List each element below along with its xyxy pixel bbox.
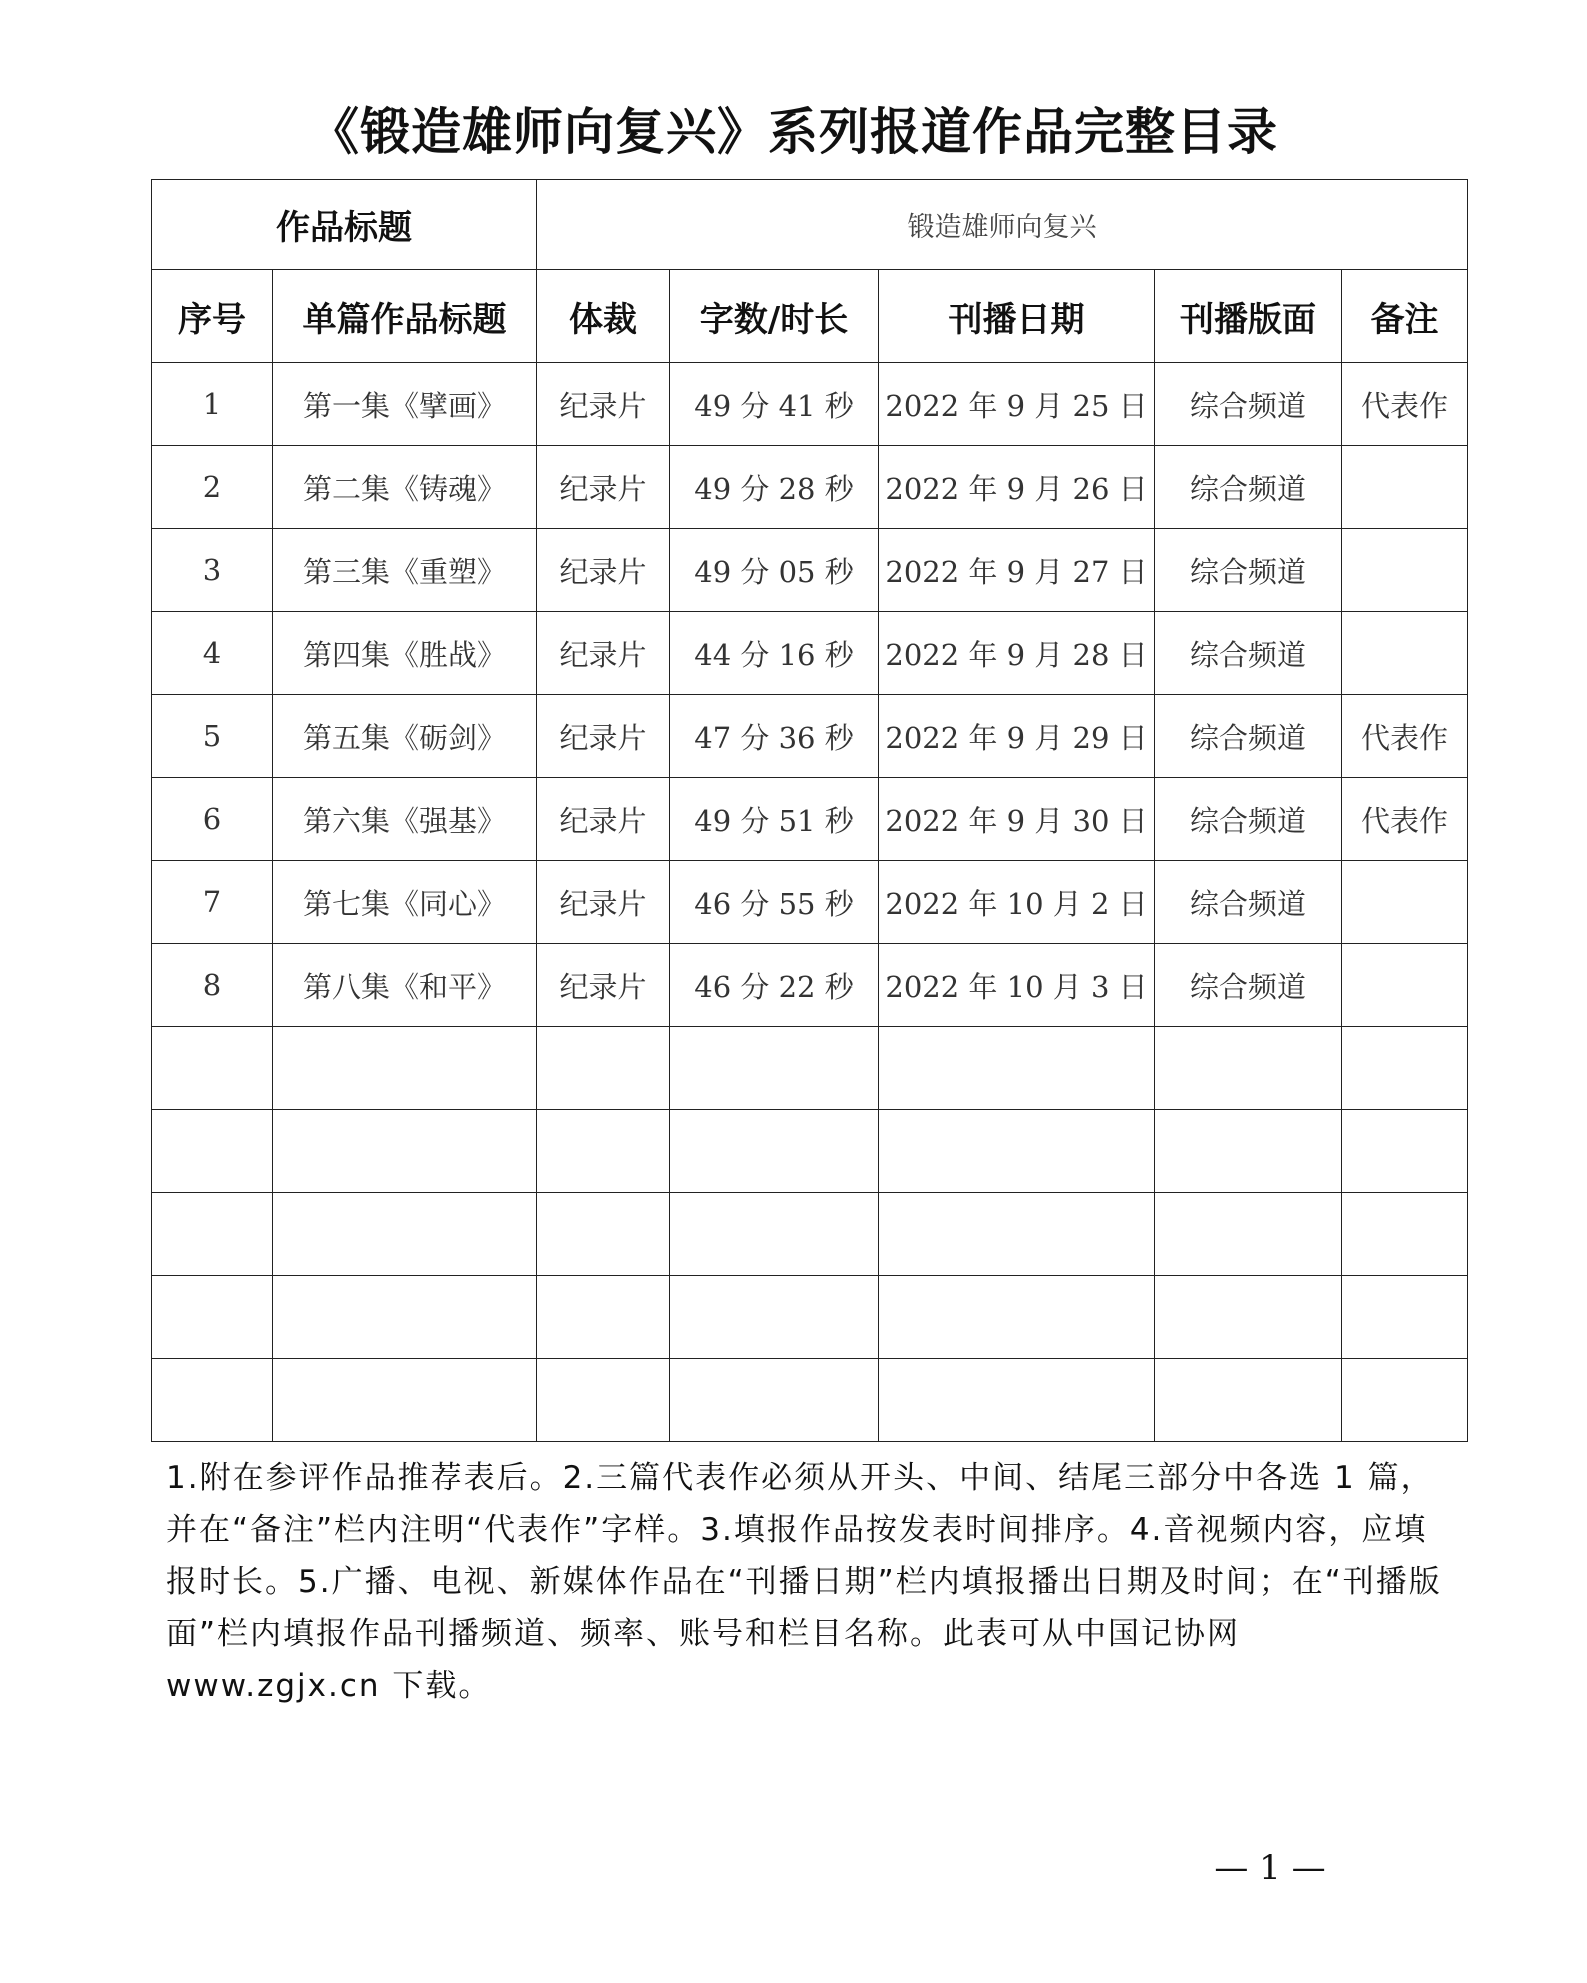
- cell-no: 3: [152, 529, 273, 612]
- empty-cell: [537, 1193, 670, 1276]
- empty-cell: [152, 1276, 273, 1359]
- cell-genre: 纪录片: [537, 695, 670, 778]
- empty-cell: [1342, 1110, 1468, 1193]
- empty-cell: [273, 1276, 537, 1359]
- cell-no: 5: [152, 695, 273, 778]
- cell-channel: 综合频道: [1155, 861, 1342, 944]
- empty-cell: [1155, 1359, 1342, 1442]
- empty-cell: [670, 1276, 879, 1359]
- table-row: [152, 363, 1468, 446]
- empty-cell: [670, 1110, 879, 1193]
- cell-no: 2: [152, 446, 273, 529]
- empty-cell: [879, 1110, 1155, 1193]
- cell-genre: 纪录片: [537, 529, 670, 612]
- cell-no: 4: [152, 612, 273, 695]
- cell-no: 1: [152, 363, 273, 446]
- cell-date: 2022 年 9 月 27 日: [879, 529, 1155, 612]
- table-row: [152, 944, 1468, 1027]
- empty-table-row: [152, 1276, 1468, 1359]
- cell-date: 2022 年 10 月 3 日: [879, 944, 1155, 1027]
- cell-no: 8: [152, 944, 273, 1027]
- cell-title: 第一集《擘画》: [273, 363, 537, 446]
- cell-title: 第二集《铸魂》: [273, 446, 537, 529]
- empty-cell: [879, 1027, 1155, 1110]
- cell-title: 第八集《和平》: [273, 944, 537, 1027]
- table-row: [152, 778, 1468, 861]
- cell-date: 2022 年 9 月 26 日: [879, 446, 1155, 529]
- cell-title: 第六集《强基》: [273, 778, 537, 861]
- cell-title: 第五集《砺剑》: [273, 695, 537, 778]
- empty-cell: [879, 1359, 1155, 1442]
- empty-cell: [670, 1027, 879, 1110]
- empty-cell: [273, 1193, 537, 1276]
- cell-length: 49 分 05 秒: [670, 529, 879, 612]
- catalog-table: [151, 179, 1468, 1442]
- column-header-row: [152, 270, 1468, 363]
- cell-length: 46 分 22 秒: [670, 944, 879, 1027]
- empty-cell: [537, 1359, 670, 1442]
- cell-note: [1342, 861, 1468, 944]
- footnotes: 1.附在参评作品推荐表后。2.三篇代表作必须从开头、中间、结尾三部分中各选 1 篇，并在“备注”栏内注明“代表作”字样。3.填报作品按发表时间排序。4.音视频内容，应填报时长。5.广播、电视、新媒体作品在“刊播日期”栏内填报播出日期及时间；在“刊播版面”栏内填报作品刊播频道、频率、账号和栏目名称。此表可从中国记协网 www.zgjx.cn 下载。: [166, 1460, 1442, 1704]
- empty-cell: [1342, 1359, 1468, 1442]
- column-header-channel: 刊播版面: [1155, 270, 1342, 363]
- cell-channel: 综合频道: [1155, 778, 1342, 861]
- cell-no: 7: [152, 861, 273, 944]
- table-row: [152, 695, 1468, 778]
- cell-channel: 综合频道: [1155, 529, 1342, 612]
- column-header-title: 单篇作品标题: [273, 270, 537, 363]
- table-row: [152, 529, 1468, 612]
- empty-cell: [273, 1359, 537, 1442]
- cell-note: [1342, 529, 1468, 612]
- cell-note: 代表作: [1342, 695, 1468, 778]
- column-header-note: 备注: [1342, 270, 1468, 363]
- empty-cell: [879, 1193, 1155, 1276]
- empty-cell: [1155, 1110, 1342, 1193]
- page-number: — 1 —: [1214, 1848, 1326, 1888]
- cell-note: 代表作: [1342, 778, 1468, 861]
- cell-title: 第三集《重塑》: [273, 529, 537, 612]
- empty-cell: [152, 1193, 273, 1276]
- cell-length: 49 分 51 秒: [670, 778, 879, 861]
- empty-cell: [1155, 1027, 1342, 1110]
- cell-note: [1342, 944, 1468, 1027]
- work-title-label: 作品标题: [152, 180, 537, 270]
- cell-channel: 综合频道: [1155, 446, 1342, 529]
- table-row: [152, 861, 1468, 944]
- cell-date: 2022 年 10 月 2 日: [879, 861, 1155, 944]
- cell-title: 第七集《同心》: [273, 861, 537, 944]
- cell-no: 6: [152, 778, 273, 861]
- cell-length: 49 分 28 秒: [670, 446, 879, 529]
- cell-note: [1342, 446, 1468, 529]
- empty-table-row: [152, 1193, 1468, 1276]
- cell-channel: 综合频道: [1155, 944, 1342, 1027]
- cell-note: [1342, 612, 1468, 695]
- cell-genre: 纪录片: [537, 363, 670, 446]
- empty-cell: [273, 1110, 537, 1193]
- empty-cell: [537, 1110, 670, 1193]
- table-row: [152, 612, 1468, 695]
- cell-note: 代表作: [1342, 363, 1468, 446]
- empty-cell: [537, 1276, 670, 1359]
- work-title-row: [152, 180, 1468, 270]
- column-header-date: 刊播日期: [879, 270, 1155, 363]
- empty-cell: [670, 1359, 879, 1442]
- cell-genre: 纪录片: [537, 778, 670, 861]
- empty-cell: [879, 1276, 1155, 1359]
- empty-cell: [1155, 1276, 1342, 1359]
- empty-cell: [1342, 1027, 1468, 1110]
- empty-cell: [152, 1110, 273, 1193]
- cell-genre: 纪录片: [537, 612, 670, 695]
- empty-cell: [152, 1027, 273, 1110]
- cell-length: 44 分 16 秒: [670, 612, 879, 695]
- table-row: [152, 446, 1468, 529]
- cell-genre: 纪录片: [537, 446, 670, 529]
- empty-cell: [1155, 1193, 1342, 1276]
- empty-table-row: [152, 1027, 1468, 1110]
- empty-cell: [152, 1359, 273, 1442]
- empty-table-row: [152, 1359, 1468, 1442]
- cell-date: 2022 年 9 月 28 日: [879, 612, 1155, 695]
- column-header-genre: 体裁: [537, 270, 670, 363]
- cell-date: 2022 年 9 月 25 日: [879, 363, 1155, 446]
- cell-channel: 综合频道: [1155, 695, 1342, 778]
- cell-channel: 综合频道: [1155, 612, 1342, 695]
- empty-cell: [1342, 1193, 1468, 1276]
- empty-table-row: [152, 1110, 1468, 1193]
- cell-title: 第四集《胜战》: [273, 612, 537, 695]
- cell-genre: 纪录片: [537, 944, 670, 1027]
- cell-length: 47 分 36 秒: [670, 695, 879, 778]
- column-header-no: 序号: [152, 270, 273, 363]
- cell-length: 49 分 41 秒: [670, 363, 879, 446]
- cell-date: 2022 年 9 月 29 日: [879, 695, 1155, 778]
- cell-date: 2022 年 9 月 30 日: [879, 778, 1155, 861]
- empty-cell: [670, 1193, 879, 1276]
- empty-cell: [1342, 1276, 1468, 1359]
- column-header-length: 字数/时长: [670, 270, 879, 363]
- empty-cell: [273, 1027, 537, 1110]
- cell-length: 46 分 55 秒: [670, 861, 879, 944]
- document-title: 《锻造雄师向复兴》系列报道作品完整目录: [309, 103, 1278, 161]
- cell-genre: 纪录片: [537, 861, 670, 944]
- work-title-value: 锻造雄师向复兴: [537, 180, 1468, 270]
- empty-cell: [537, 1027, 670, 1110]
- cell-channel: 综合频道: [1155, 363, 1342, 446]
